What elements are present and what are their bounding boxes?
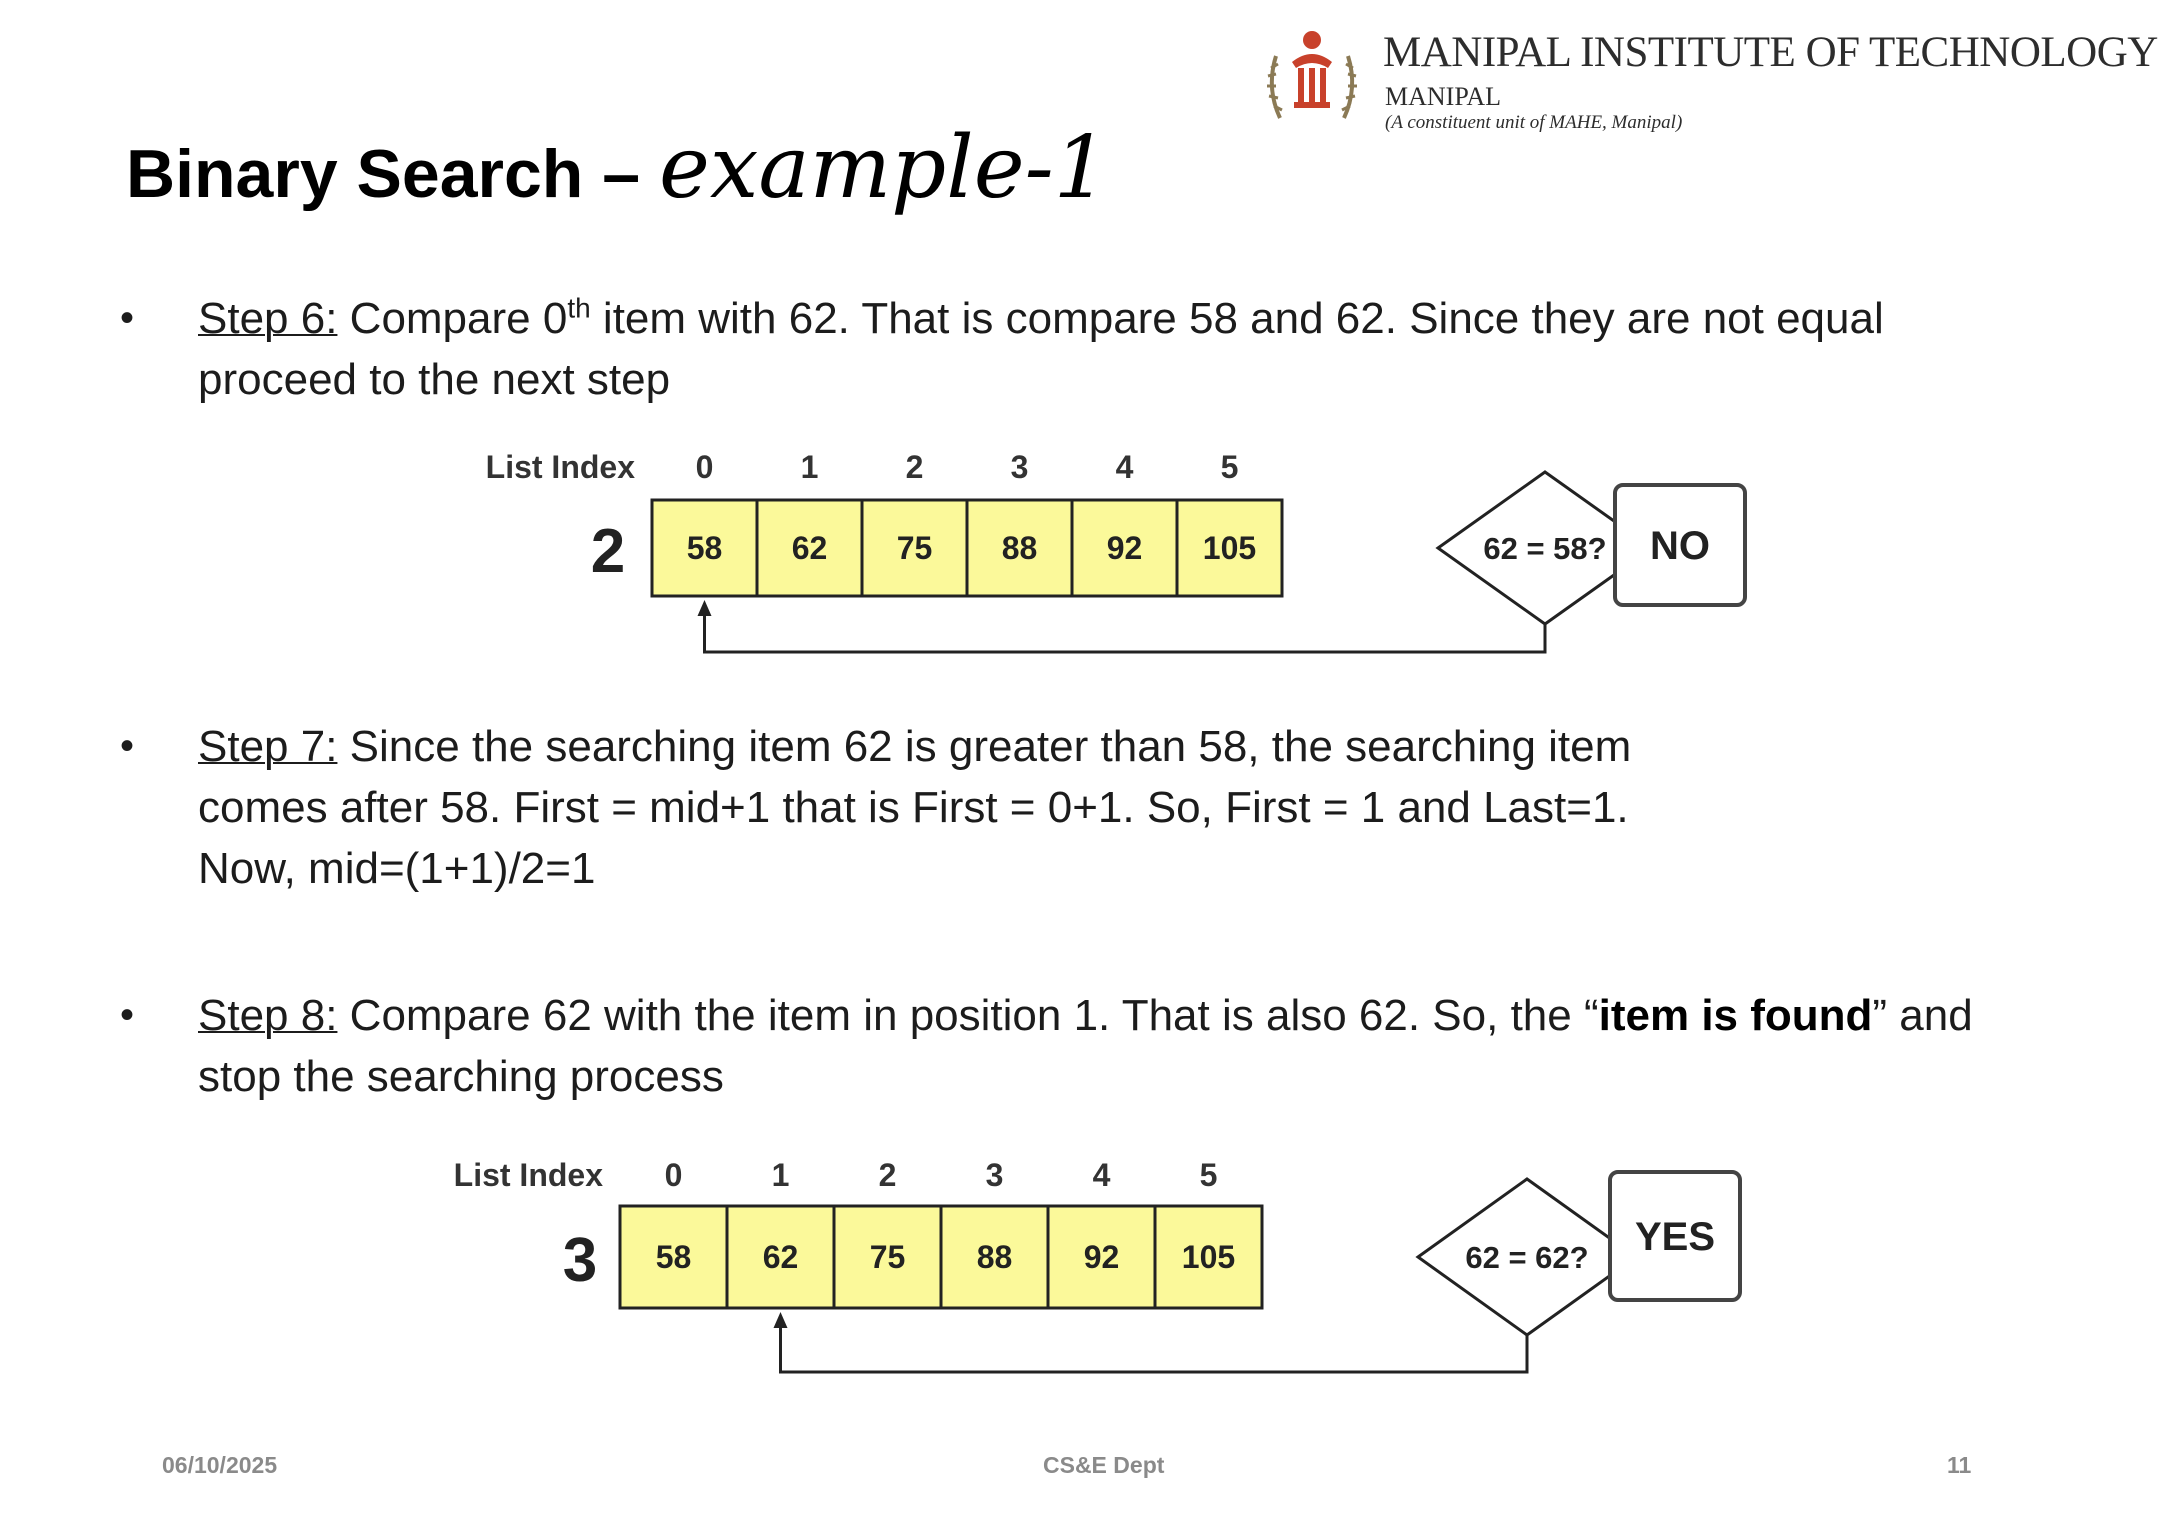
index-label: 4 [1115, 449, 1134, 485]
bullet-text [198, 288, 2042, 410]
index-label: 2 [905, 449, 924, 485]
slide-title [126, 118, 1108, 218]
diagram-step-number: 3 [562, 1226, 598, 1295]
cell-value: 58 [655, 1239, 692, 1275]
index-label: 0 [664, 1157, 683, 1193]
bullet-step-7 [112, 716, 2042, 899]
footer-department: CS&E Dept [1043, 1452, 1165, 1478]
cell-value: 62 [762, 1239, 799, 1275]
step-label: Step 7: [198, 722, 338, 771]
bullet-dot: • [120, 724, 135, 768]
institute-affiliation: (A constituent unit of MAHE, Manipal) [1385, 112, 1683, 133]
step-label: Step 6: [198, 294, 338, 343]
result-label: YES [1634, 1215, 1716, 1259]
superscript: th [567, 292, 591, 324]
bullet-text [198, 985, 2042, 1107]
step-text: Compare 62 with the item in position 1. That is also 62. So, the “ [337, 991, 1599, 1040]
footer-page-number: 11 [1947, 1452, 1972, 1478]
cell-value: 105 [1202, 530, 1257, 566]
index-label: 3 [1010, 449, 1029, 485]
cell-value: 88 [1001, 530, 1038, 566]
index-label: 5 [1220, 449, 1239, 485]
decision-condition: 62 = 62? [1465, 1240, 1589, 1275]
slide-title-main: Binary Search – [126, 136, 659, 212]
cell-value: 58 [686, 530, 723, 566]
cell-value: 62 [791, 530, 828, 566]
binary-search-diagram-step-2 [440, 440, 1770, 670]
binary-search-diagram-step-3 [420, 1150, 1750, 1390]
diagram-step-number: 2 [590, 517, 626, 586]
step-text-line-2: comes after 58. First = mid+1 that is First = 0+1. So, First = 1 and Last=1. [198, 783, 1629, 832]
institute-location: MANIPAL [1385, 82, 1502, 111]
step-label: Step 8: [198, 991, 338, 1040]
index-label: 1 [800, 449, 819, 485]
step-text-line-3: Now, mid=(1+1)/2=1 [198, 844, 596, 893]
bullet-dot: • [120, 296, 135, 340]
step-text-line-1: Since the searching item 62 is greater than 58, the searching item [337, 722, 1632, 771]
bullet-step-8 [112, 985, 2042, 1107]
index-label: 1 [771, 1157, 790, 1193]
list-index-label: List Index [485, 449, 635, 485]
index-label: 3 [985, 1157, 1004, 1193]
result-label: NO [1650, 524, 1710, 568]
bullet-step-6 [112, 288, 2042, 410]
slide-title-example: example-1 [658, 118, 1109, 218]
loop-back-line [781, 1322, 1528, 1372]
cell-value: 88 [976, 1239, 1013, 1275]
cell-value: 75 [869, 1239, 906, 1275]
step-text-cont: ” and stop the searching process [198, 991, 1973, 1101]
pointer-arrow-icon [774, 1312, 788, 1328]
cell-value: 105 [1181, 1239, 1236, 1275]
institute-logo [1248, 10, 2158, 150]
index-label: 5 [1199, 1157, 1218, 1193]
pointer-arrow-icon [698, 600, 712, 616]
footer-date: 06/10/2025 [162, 1452, 278, 1478]
cell-value: 75 [896, 530, 933, 566]
index-label: 4 [1092, 1157, 1111, 1193]
bullet-dot: • [120, 993, 135, 1037]
index-label: 2 [878, 1157, 897, 1193]
institute-name: MANIPAL INSTITUTE OF TECHNOLOGY [1383, 29, 2158, 76]
step-text: Compare 0 [337, 294, 568, 343]
cell-value: 92 [1106, 530, 1143, 566]
decision-condition: 62 = 58? [1483, 531, 1607, 566]
list-index-label: List Index [453, 1157, 603, 1193]
loop-back-line [705, 610, 1546, 652]
index-label: 0 [695, 449, 714, 485]
item-found-text: item is found [1598, 991, 1873, 1040]
institute-emblem-icon [1262, 18, 1362, 142]
step-text-cont: item with 62. That is compare 58 and 62. Since they are not equal proceed to the next step [198, 294, 1884, 404]
cell-value: 92 [1083, 1239, 1120, 1275]
bullet-text [198, 716, 2042, 899]
